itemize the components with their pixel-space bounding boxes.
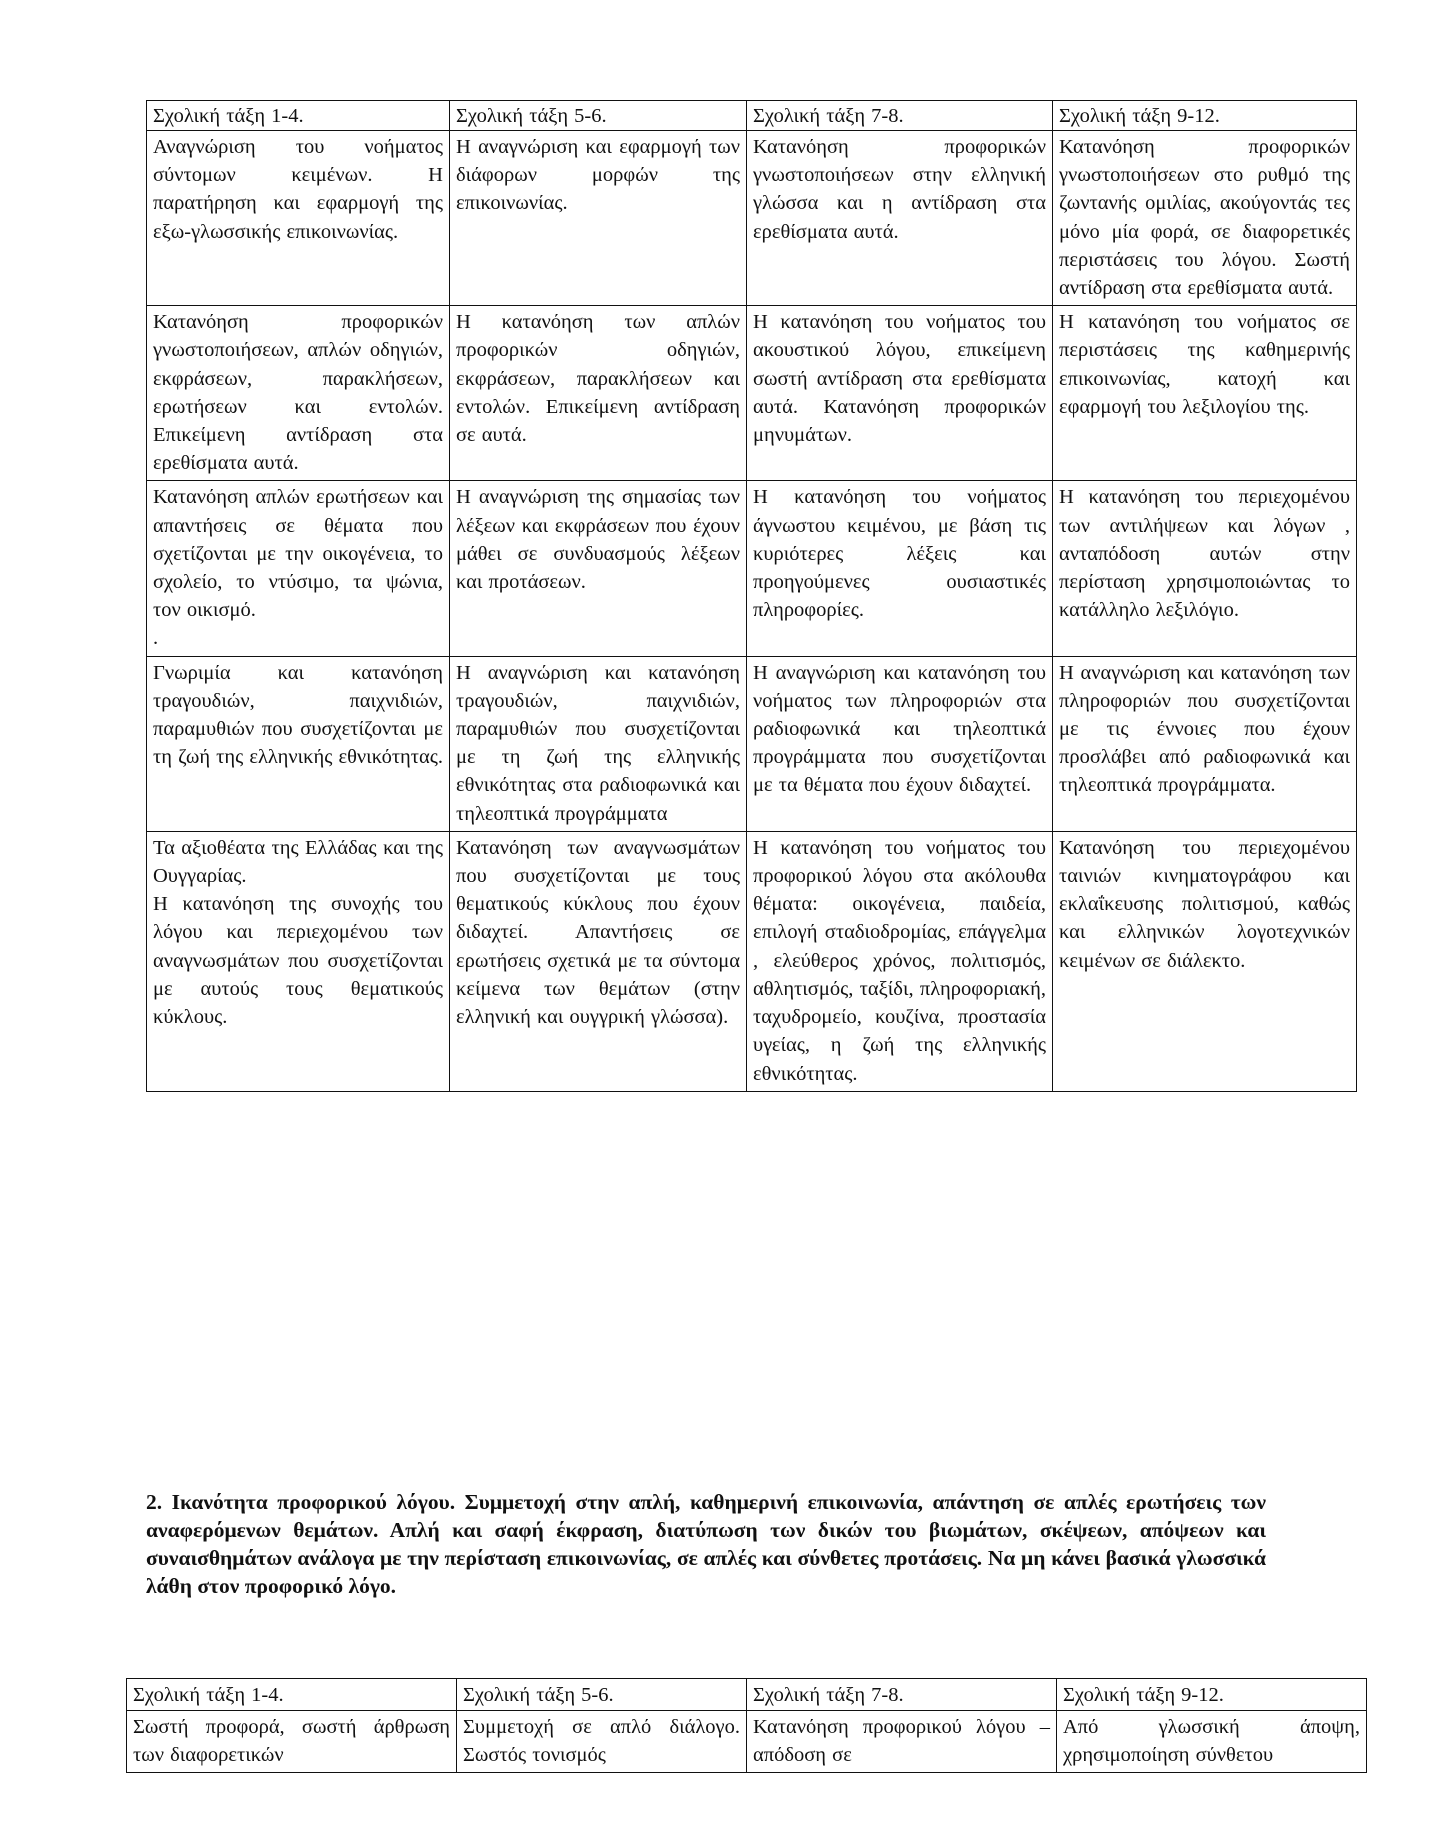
table-row	[147, 306, 1357, 481]
table-cell: Σωστή προφορά, σωστή άρθρωση των διαφορετικών	[127, 1711, 457, 1773]
table-header-row	[147, 101, 1357, 131]
table-cell: Κατανόηση προφορικού λόγου – απόδοση σε	[747, 1711, 1057, 1773]
table-header-row	[127, 1679, 1367, 1711]
table-row	[147, 656, 1357, 831]
table-cell: Η αναγνώριση της σημασίας των λέξεων και εκφράσεων που έχουν μάθει σε συνδυασμούς λέξεων και προτάσεων.	[450, 481, 747, 656]
table-cell: Η κατανόηση των απλών προφορικών οδηγιών, εκφράσεων, παρακλήσεων και εντολών. Επικείμενη αντίδραση σε αυτά.	[450, 306, 747, 481]
header-cell-grade-9-12: Σχολική τάξη 9-12.	[1053, 101, 1357, 131]
table-cell: Η κατανόηση του νοήματος σε περιστάσεις της καθημερινής επικοινωνίας, κατοχή και εφαρμογή του λεξιλογίου της.	[1053, 306, 1357, 481]
header-cell-grade-7-8: Σχολική τάξη 7-8.	[747, 101, 1053, 131]
listening-comprehension-table	[146, 100, 1357, 1092]
table-cell: Η αναγνώριση και εφαρμογή των διάφορων μορφών της επικοινωνίας.	[450, 131, 747, 306]
header-cell-grade-9-12: Σχολική τάξη 9-12.	[1057, 1679, 1367, 1711]
table-row	[147, 481, 1357, 656]
table-cell: Από γλωσσική άποψη, χρησιμοποίηση σύνθετου	[1057, 1711, 1367, 1773]
table-cell: Η αναγνώριση και κατανόηση του νοήματος των πληροφοριών στα ραδιοφωνικά και τηλεοπτικά προγράμματα που συσχετίζονται με τα θέματα που έχουν διδαχτεί.	[747, 656, 1053, 831]
section-2-heading: 2. Ικανότητα προφορικού λόγου. Συμμετοχή στην απλή, καθημερινή επικοινωνία, απάντηση σε απλές ερωτήσεις των αναφερόμενων θεμάτων. Απλή και σαφή έκφραση, διατύπωση των δικών του βιωμάτων, σκέψεων, απόψεων και συναισθημάτων ανάλογα με την περίσταση επικοινωνίας, σε απλές και σύνθετες προτάσεις. Να μη κάνει βασικά γλωσσικά λάθη στον προφορικό λόγο.	[146, 1490, 1266, 1598]
table-cell: Κατανόηση προφορικών γνωστοποιήσεων στο ρυθμό της ζωντανής ομιλίας, ακούγοντάς τες μόνο μία φορά, σε διαφορετικές περιστάσεις του λόγου. Σωστή αντίδραση στα ερεθίσματα αυτά.	[1053, 131, 1357, 306]
table-row	[147, 131, 1357, 306]
table-cell: Η κατανόηση του νοήματος του ακουστικού λόγου, επικείμενη σωστή αντίδραση στα ερεθίσματα αυτά. Κατανόηση προφορικών μηνυμάτων.	[747, 306, 1053, 481]
table-cell: Γνωριμία και κατανόηση τραγουδιών, παιχνιδιών, παραμυθιών που συσχετίζονται με τη ζωή της ελληνικής εθνικότητας.	[147, 656, 450, 831]
table-cell: Κατανόηση προφορικών γνωστοποιήσεων στην ελληνική γλώσσα και η αντίδραση στα ερεθίσματα αυτά.	[747, 131, 1053, 306]
table-cell: Αναγνώριση του νοήματος σύντομων κειμένων. Η παρατήρηση και εφαρμογή της εξω-γλωσσικής επικοινωνίας.	[147, 131, 450, 306]
table-cell: Κατανόηση των αναγνωσμάτων που συσχετίζονται με τους θεματικούς κύκλους που έχουν διδαχτεί. Απαντήσεις σε ερωτήσεις σχετικά με τα σύντομα κείμενα των θεμάτων (στην ελληνική και ουγγρική γλώσσα).	[450, 831, 747, 1091]
speaking-skills-table	[126, 1678, 1367, 1773]
table-cell: Κατανόηση προφορικών γνωστοποιήσεων, απλών οδηγιών, εκφράσεων, παρακλήσεων, ερωτήσεων και εντολών. Επικείμενη αντίδραση στα ερεθίσματα αυτά.	[147, 306, 450, 481]
table-cell: Η κατανόηση του νοήματος του προφορικού λόγου στα ακόλουθα θέματα: οικογένεια, παιδεία, επιλογή σταδιοδρομίας, επάγγελμα , ελεύθερος χρόνος, πολιτισμός, αθλητισμός, ταξίδι, πληροφοριακή, ταχυδρομείο, κουζίνα, προστασία υγείας, η ζωή της ελληνικής εθνικότητας.	[747, 831, 1053, 1091]
header-cell-grade-5-6: Σχολική τάξη 5-6.	[450, 101, 747, 131]
table-cell: Συμμετοχή σε απλό διάλογο. Σωστός τονισμός	[457, 1711, 747, 1773]
table-cell: Κατανόηση απλών ερωτήσεων και απαντήσεις σε θέματα που σχετίζονται με την οικογένεια, το σχολείο, το ντύσιμο, τα ψώνια, τον οικισμό. .	[147, 481, 450, 656]
table-cell: Κατανόηση του περιεχομένου ταινιών κινηματογράφου και εκλαΐκευσης πολιτισμού, καθώς και ελληνικών λογοτεχνικών κειμένων σε διάλεκτο.	[1053, 831, 1357, 1091]
table-cell: Η κατανόηση του περιεχομένου των αντιλήψεων και λόγων , ανταπόδοση αυτών στην περίσταση χρησιμοποιώντας το κατάλληλο λεξιλόγιο.	[1053, 481, 1357, 656]
header-cell-grade-1-4: Σχολική τάξη 1-4.	[127, 1679, 457, 1711]
table-cell: Τα αξιοθέατα της Ελλάδας και της Ουγγαρίας. Η κατανόηση της συνοχής του λόγου και περιεχομένου των αναγνωσμάτων που συσχετίζονται με αυτούς τους θεματικούς κύκλους.	[147, 831, 450, 1091]
header-cell-grade-5-6: Σχολική τάξη 5-6.	[457, 1679, 747, 1711]
header-cell-grade-7-8: Σχολική τάξη 7-8.	[747, 1679, 1057, 1711]
table-cell: Η κατανόηση του νοήματος άγνωστου κειμένου, με βάση τις κυριότερες λέξεις και προηγούμενες ουσιαστικές πληροφορίες.	[747, 481, 1053, 656]
header-cell-grade-1-4: Σχολική τάξη 1-4.	[147, 101, 450, 131]
table-cell: Η αναγνώριση και κατανόηση των πληροφοριών που συσχετίζονται με τις έννοιες που έχουν προσλάβει από ραδιοφωνικά και τηλεοπτικά προγράμματα.	[1053, 656, 1357, 831]
table-row	[127, 1711, 1367, 1773]
table-row	[147, 831, 1357, 1091]
table-cell: Η αναγνώριση και κατανόηση τραγουδιών, παιχνιδιών, παραμυθιών που συσχετίζονται με τη ζωή της ελληνικής εθνικότητας στα ραδιοφωνικά και τηλεοπτικά προγράμματα	[450, 656, 747, 831]
